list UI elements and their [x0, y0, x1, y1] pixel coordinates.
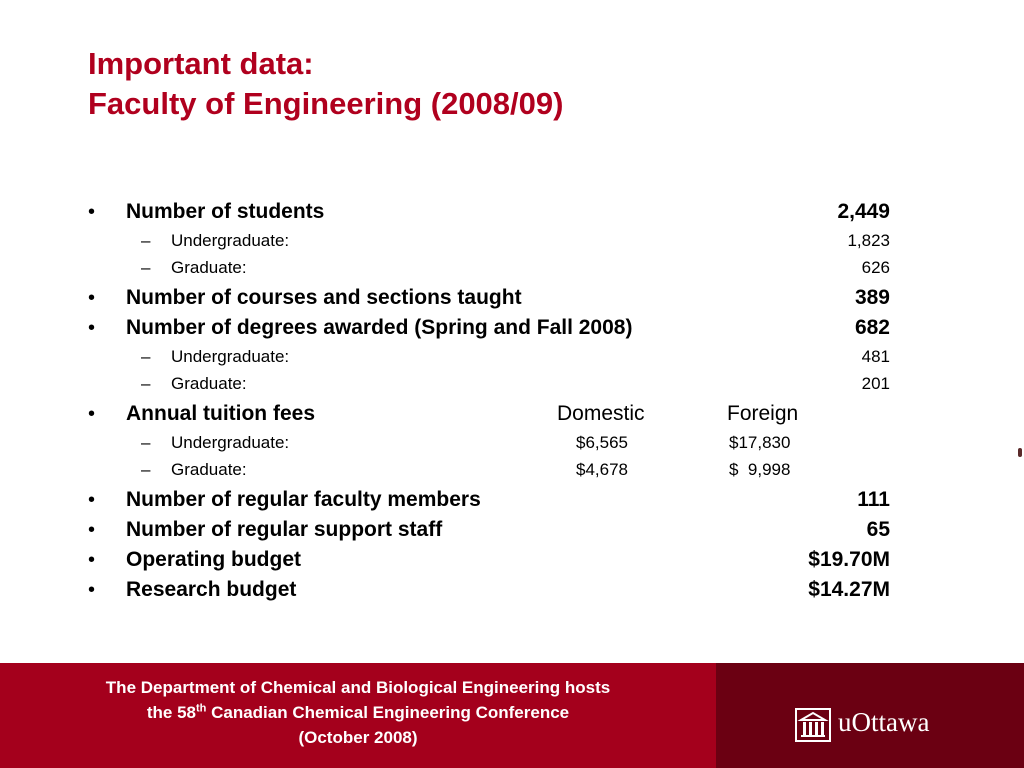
faculty-value: 111 [857, 488, 890, 511]
footer-line-2-post: Canadian Chemical Engineering Conference [206, 703, 570, 722]
bullet: • [88, 317, 96, 339]
research-label: Research budget [126, 578, 297, 601]
degrees-ug-label: Undergraduate: [171, 347, 290, 366]
operating-value: $19.70M [808, 548, 890, 571]
footer-line-2-sup: th [195, 702, 207, 715]
tuition-grad-foreign: $ 9,998 [729, 460, 791, 479]
building-icon [795, 708, 831, 742]
research-value: $14.27M [808, 578, 890, 601]
tuition-label: Annual tuition fees [126, 402, 315, 425]
bullet: • [88, 287, 96, 309]
degrees-value: 682 [854, 316, 890, 339]
operating-label: Operating budget [126, 548, 301, 571]
courses-value: 389 [854, 286, 890, 309]
support-label: Number of regular support staff [126, 518, 443, 541]
bullet: • [88, 579, 96, 601]
uottawa-logo-text: uOttawa [838, 707, 930, 737]
tuition-ug-domestic: $6,565 [576, 433, 628, 452]
logo-panel [716, 663, 1024, 768]
dash: – [141, 258, 151, 277]
degrees-grad-label: Graduate: [171, 374, 247, 393]
footer-line-2 [0, 700, 716, 725]
degrees-grad-value: 201 [861, 374, 890, 393]
edge-mark [1018, 448, 1022, 457]
footer-line-1: The Department of Chemical and Biological Engineering hosts [105, 678, 611, 697]
dash: – [141, 347, 151, 366]
tuition-ug-label: Undergraduate: [171, 433, 290, 452]
tuition-ug-foreign: $17,830 [729, 433, 791, 452]
students-ug-label: Undergraduate: [171, 231, 290, 250]
tuition-domestic-header: Domestic [557, 402, 645, 425]
title-line-1: Important data: [88, 46, 314, 81]
footer-line-2-pre: the 58 [146, 703, 196, 722]
tuition-grad-domestic: $4,678 [576, 460, 628, 479]
students-grad-value: 626 [861, 258, 890, 277]
bullet: • [88, 489, 96, 511]
students-label: Number of students [126, 200, 325, 223]
students-ug-value: 1,823 [847, 231, 890, 250]
tuition-foreign-header: Foreign [727, 402, 799, 425]
bullet: • [88, 201, 96, 223]
footer-banner [0, 660, 1024, 768]
degrees-label: Number of degrees awarded (Spring and Fall 2008) [126, 316, 633, 339]
faculty-label: Number of regular faculty members [126, 488, 481, 511]
bullet: • [88, 519, 96, 541]
courses-label: Number of courses and sections taught [126, 286, 522, 309]
tuition-grad-label: Graduate: [171, 460, 247, 479]
dash: – [141, 433, 151, 452]
footer-text [0, 675, 716, 750]
support-value: 65 [866, 518, 890, 541]
degrees-ug-value: 481 [861, 347, 890, 366]
dash: – [141, 231, 151, 250]
title-line-2: Faculty of Engineering (2008/09) [88, 86, 564, 121]
students-grad-label: Graduate: [171, 258, 247, 277]
bullet: • [88, 403, 96, 425]
dash: – [141, 460, 151, 479]
bullet: • [88, 549, 96, 571]
dash: – [141, 374, 151, 393]
footer-line-3: (October 2008) [298, 728, 418, 747]
students-value: 2,449 [837, 200, 890, 223]
